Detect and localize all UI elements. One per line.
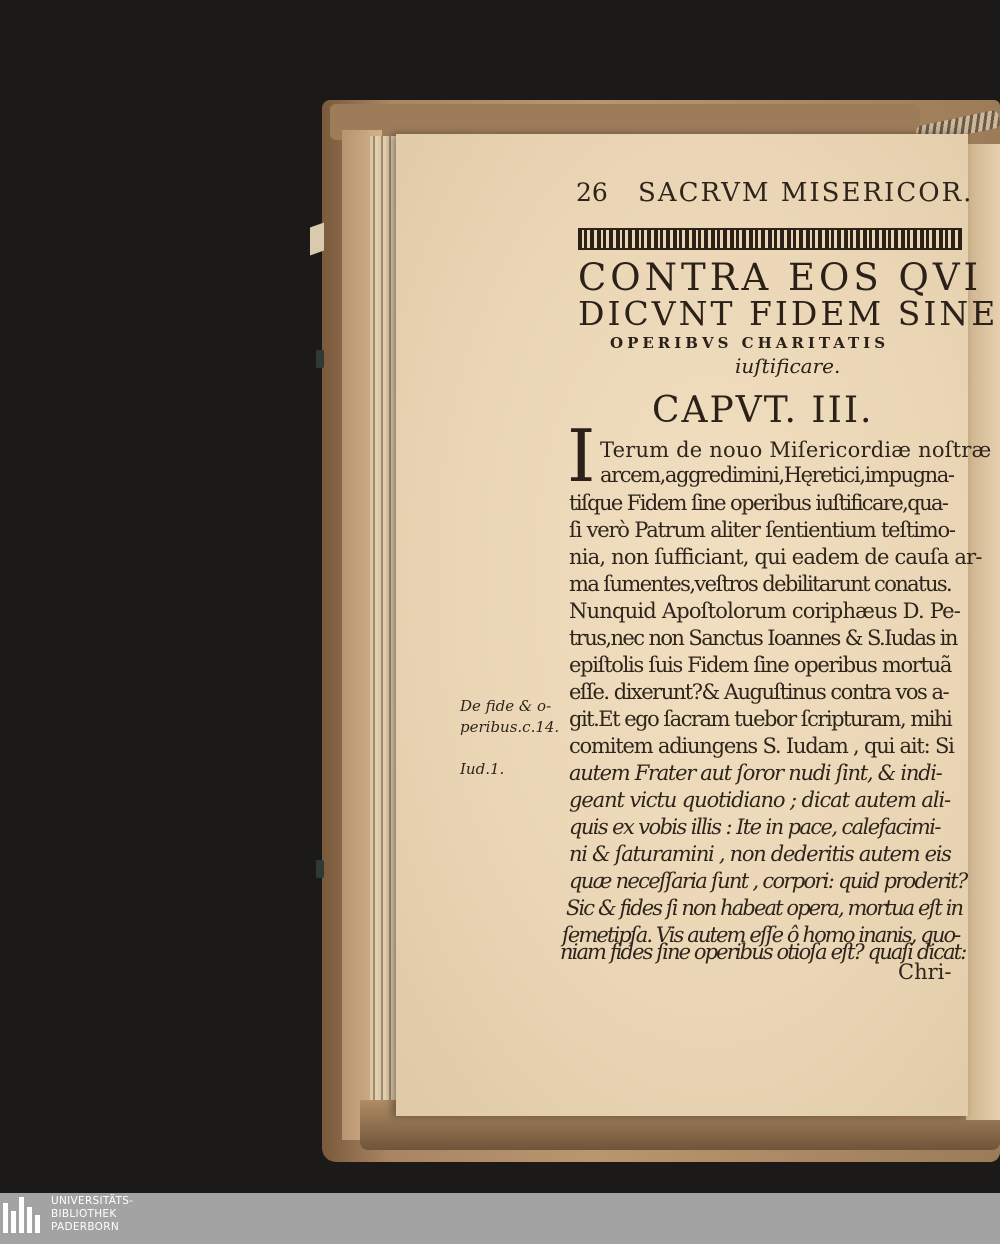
body-line: nia, non ſufficiant, qui eadem de cauſa ar-: [569, 545, 982, 569]
body-line: epiſtolis ſuis Fidem ſine operibus mortuã: [569, 653, 952, 677]
chapter-heading: CAPVT. III.: [652, 390, 874, 431]
body-line: comitem adiungens S. Iudam , qui ait: Si: [569, 734, 954, 758]
running-head: SACRVM MISERICOR.: [638, 178, 974, 208]
chapter-title-line-1: CONTRA EOS QVI: [578, 256, 983, 299]
logo-line: PADERBORN: [51, 1221, 119, 1233]
clasp-pin: [316, 860, 324, 878]
library-logo-text: [51, 1195, 171, 1241]
logo-line: BIBLIOTHEK: [51, 1208, 117, 1220]
margin-note: peribus.c.14.: [460, 718, 560, 736]
body-line: git.Et ego ſacram tuebor ſcripturam, mihi: [569, 707, 952, 731]
margin-note: Iud.1.: [460, 760, 505, 778]
body-line: quæ neceſſaria ſunt , corpori: quid proderit?: [569, 869, 967, 893]
chapter-title-line-3: OPERIBVS CHARITATIS: [610, 334, 890, 352]
page-header: [576, 178, 974, 216]
body-line: Terum de nouo Miſericordiæ noſtræ: [600, 438, 992, 462]
library-logo-icon: [3, 1197, 43, 1239]
page-number: 26: [576, 178, 608, 207]
body-line: ma ſumentes,veſtros debilitarunt conatus.: [569, 572, 952, 596]
ornamental-band: [578, 228, 962, 250]
body-line: geant victu quotidiano ; dicat autem ali-: [569, 788, 951, 812]
logo-line: UNIVERSITÄTS-: [51, 1195, 134, 1207]
body-line: Sic & fides ſi non habeat opera, mortua eſt in: [566, 896, 963, 920]
body-line: arcem,aggredimini,Hęretici,impugna-: [600, 463, 954, 487]
body-line: ſemetipſa. Vis autem eſſe ô homo inanis, quo-: [562, 923, 960, 947]
body-line: trus,nec non Sanctus Ioannes & S.Iudas in: [569, 626, 957, 650]
drop-cap: I: [567, 414, 596, 498]
body-line: ſi verò Patrum aliter ſentientium teſtimo-: [569, 518, 955, 542]
body-line: niam fides ſine operibus otioſa eſt? quaſi dicat:: [560, 940, 966, 964]
catchword: Chri-: [898, 960, 952, 984]
torn-paper-tab: [310, 222, 324, 255]
clasp-pin: [316, 350, 324, 368]
chapter-title-line-2: DICVNT FIDEM SINE: [578, 294, 999, 333]
body-line: ni & ſaturamini , non dederitis autem eis: [569, 842, 951, 866]
body-line: quis ex vobis illis : Ite in pace, calefacimi-: [569, 815, 940, 839]
body-line: autem Frater aut ſoror nudi ſint, & indi-: [569, 761, 942, 785]
body-line: tiſque Fidem ſine operibus iuſtificare,qua-: [569, 491, 948, 515]
margin-note: De fide & o-: [460, 697, 552, 715]
chapter-title-line-4: iuſtificare.: [735, 354, 841, 378]
library-footer: [0, 1193, 1000, 1244]
body-line: Nunquid Apoſtolorum coriphæus D. Pe-: [569, 599, 961, 623]
body-line: eſſe. dixerunt?& Auguſtinus contra vos a-: [569, 680, 949, 704]
